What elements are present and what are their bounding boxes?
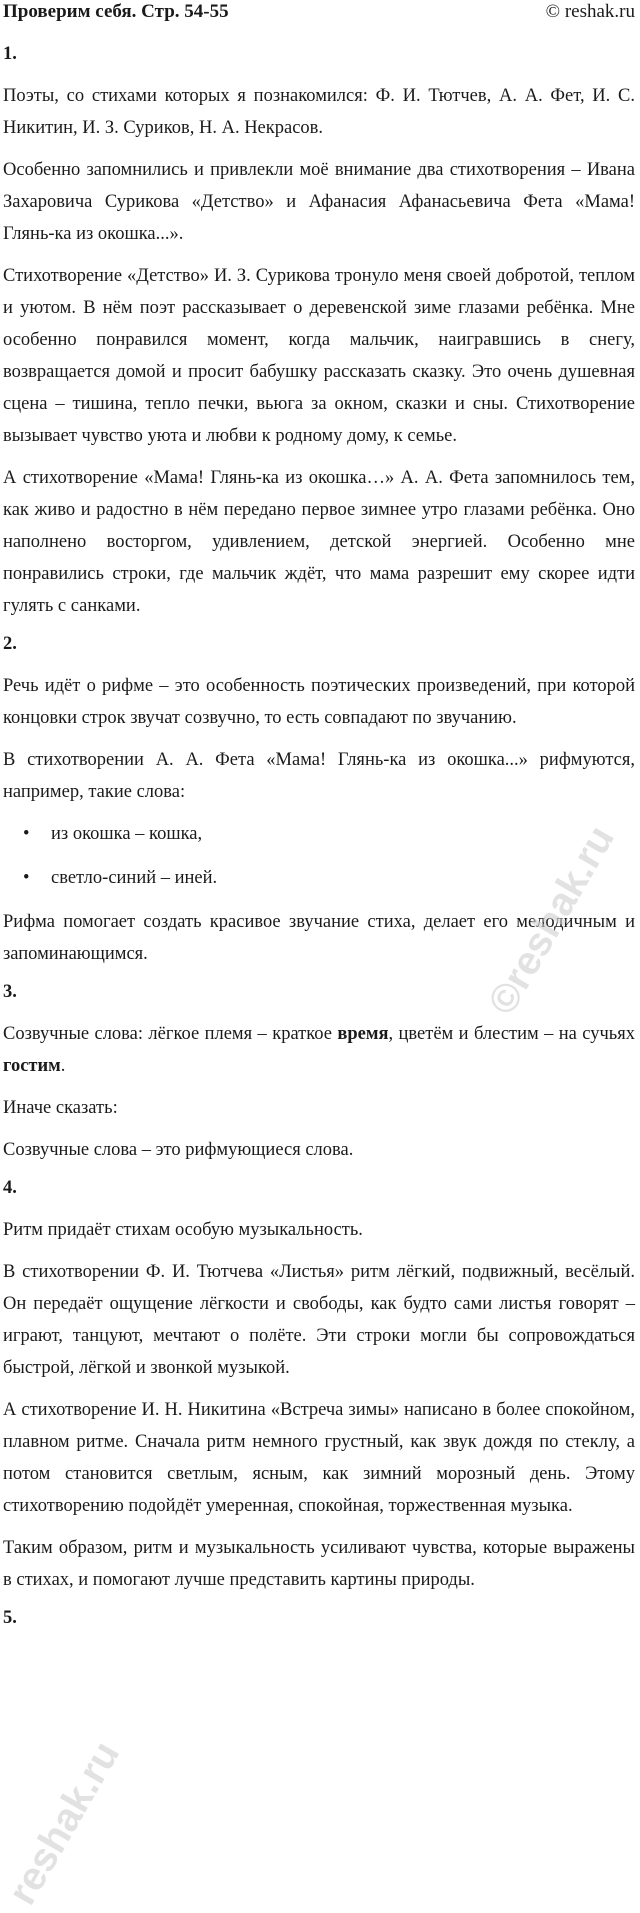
text-run: Созвучные слова: лёгкое племя – краткое bbox=[3, 1024, 338, 1044]
page-header bbox=[3, 0, 635, 26]
bold-word: гостим bbox=[3, 1056, 61, 1076]
paragraph: Особенно запомнились и привлекли моё внимание два стихотворения – Ивана Захаровича Сурикова «Детство» и Афанасия Афанасьевича Фета «Мама! Глянь-ка из окошка...». bbox=[3, 160, 635, 244]
document-body bbox=[3, 32, 635, 1644]
page-title: Проверим себя. Стр. 54-55 bbox=[3, 1, 229, 22]
paragraph: Рифма помогает создать красивое звучание стиха, делает его мелодичным и запоминающимся. bbox=[3, 912, 635, 964]
question-number-3: 3. bbox=[3, 982, 17, 1002]
paragraph: В стихотворении Ф. И. Тютчева «Листья» ритм лёгкий, подвижный, весёлый. Он передаёт ощущение лёгкости и свободы, как будто сами листья говорят – играют, танцуют, мечтают о полёте. Эти строки могли бы сопровождаться быстрой, лёгкой и звонкой музыкой. bbox=[3, 1262, 635, 1378]
text-run: , цветём и блестим – на сучьях bbox=[388, 1024, 635, 1044]
question-number-5: 5. bbox=[3, 1608, 17, 1628]
question-number-1: 1. bbox=[3, 44, 17, 64]
paragraph bbox=[3, 1018, 635, 1082]
paragraph: Стихотворение «Детство» И. З. Сурикова тронуло меня своей добротой, теплом и уютом. В нём поэт рассказывает о деревенской зиме глазами ребёнка. Мне особенно понравился момент, когда мальчик, наигравшись в снегу, возвращается домой и просит бабушку рассказать сказку. Это очень душевная сцена – тишина, тепло печки, вьюга за окном, сказки и сны. Стихотворение вызывает чувство уюта и любви к родному дому, к семье. bbox=[3, 266, 635, 446]
rhyme-list bbox=[3, 818, 635, 894]
paragraph: Созвучные слова – это рифмующиеся слова. bbox=[3, 1140, 354, 1160]
site-credit: © reshak.ru bbox=[545, 1, 635, 22]
paragraph: Иначе сказать: bbox=[3, 1098, 118, 1118]
watermark: ©reshak.ru bbox=[480, 818, 623, 1022]
bullet-icon: • bbox=[23, 824, 30, 844]
text-run: . bbox=[60, 1056, 66, 1076]
paragraph: А стихотворение И. Н. Никитина «Встреча зимы» написано в более спокойном, плавном ритме. Сначала ритм немного грустный, как звук дождя по стеклу, а потом становится светлым, ясным, как зимний морозный день. Этому стихотворению подойдёт умеренная, спокойная, торжественная музыка. bbox=[3, 1400, 635, 1516]
list-item bbox=[3, 862, 635, 894]
paragraph: А стихотворение «Мама! Глянь-ка из окошка…» А. А. Фета запомнилось тем, как живо и радостно в нём передано первое зимнее утро глазами ребёнка. Оно наполнено восторгом, удивлением, детской энергией. Особенно мне понравились строки, где мальчик ждёт, что мама разрешит ему скорее идти гулять с санками. bbox=[3, 468, 635, 616]
list-item-text: светло-синий – иней. bbox=[51, 868, 218, 888]
list-item-text: из окошка – кошка, bbox=[51, 824, 203, 844]
question-number-2: 2. bbox=[3, 634, 17, 654]
paragraph: Поэты, со стихами которых я познакомился: Ф. И. Тютчев, А. А. Фет, И. С. Никитин, И. З. Суриков, Н. А. Некрасов. bbox=[3, 86, 635, 138]
paragraph: Речь идёт о рифме – это особенность поэтических произведений, при которой концовки строк звучат созвучно, то есть совпадают по звучанию. bbox=[3, 676, 635, 728]
bullet-icon: • bbox=[23, 868, 30, 888]
paragraph: В стихотворении А. А. Фета «Мама! Глянь-ка из окошка...» рифмуются, например, такие слова: bbox=[3, 750, 635, 802]
watermark: reshak.ru bbox=[0, 1734, 129, 1912]
paragraph: Ритм придаёт стихам особую музыкальность. bbox=[3, 1220, 363, 1240]
question-number-4: 4. bbox=[3, 1178, 17, 1198]
paragraph: Таким образом, ритм и музыкальность усиливают чувства, которые выражены в стихах, и помогают лучше представить картины природы. bbox=[3, 1538, 635, 1590]
bold-word: время bbox=[337, 1024, 389, 1044]
list-item bbox=[3, 818, 635, 850]
